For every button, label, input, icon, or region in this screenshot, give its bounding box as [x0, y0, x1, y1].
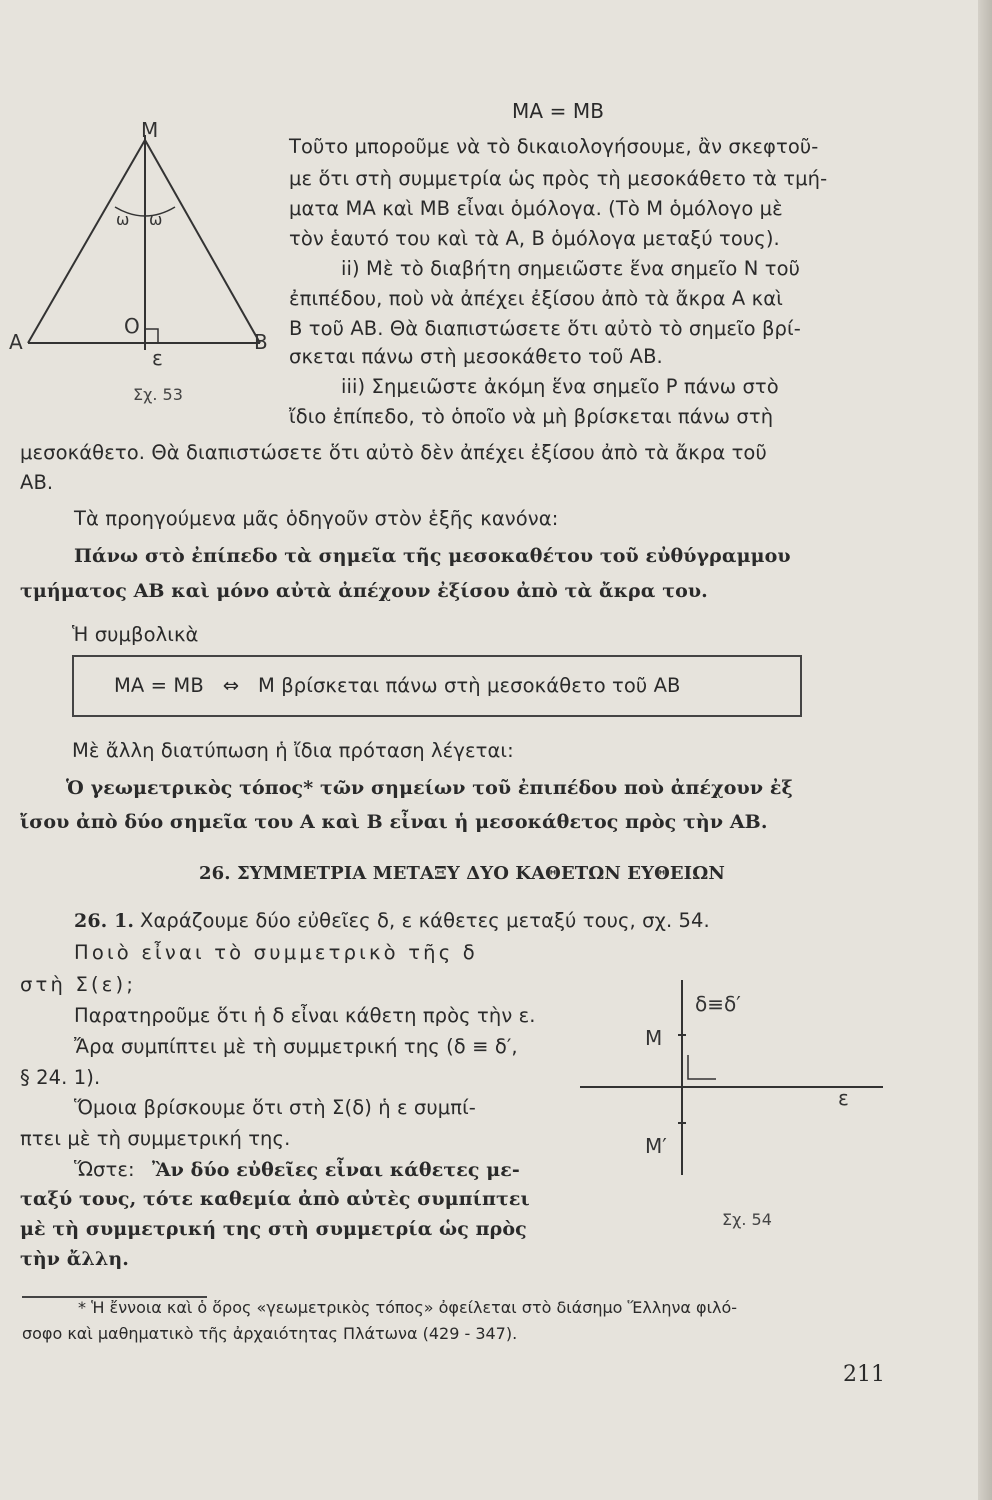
- section-number: 26. 1.: [74, 910, 135, 932]
- para2-line: σκεται πάνω στὴ μεσοκάθετο τοῦ ΑΒ.: [289, 345, 663, 368]
- para1-line: Τοῦτο μποροῦμε νὰ τὸ δικαιολογήσουμε, ἂν σκεφτοῦ-: [289, 135, 819, 158]
- fig54-label-eps: ε: [838, 1086, 849, 1110]
- locus-bold-line: ἴσου ἀπὸ δύο σημεῖα του Α καὶ Β εἶναι ἡ μεσοκάθετος πρὸς τὴν ΑΒ.: [20, 811, 768, 833]
- rule-bold-line: τμήματος ΑΒ καὶ μόνο αὐτὰ ἀπέχουν ἐξίσου ἀπὸ τὰ ἄκρα του.: [20, 580, 708, 602]
- section-line: Ποιὸ εἶναι τὸ συμμετρικὸ τῆς δ: [74, 941, 478, 964]
- fig53-caption: Σχ. 53: [133, 385, 183, 404]
- page-number: 211: [843, 1362, 885, 1387]
- fig54-label-dd: δ≡δ′: [695, 992, 741, 1016]
- section-line: Ὅμοια βρίσκουμε ὅτι στὴ Σ(δ) ἡ ε συμπί-: [74, 1096, 476, 1119]
- fig53-label-o: Ο: [124, 314, 140, 338]
- para3-line: ἴδιο ἐπίπεδο, τὸ ὁποῖο νὰ μὴ βρίσκεται πάνω στὴ: [289, 405, 774, 428]
- fig53-label-w2: ω: [149, 210, 163, 229]
- section-line: στὴ Σ(ε);: [20, 973, 137, 996]
- section-title: 26. ΣΥΜΜΕΤΡΙΑ ΜΕΤΑΞΥ ΔΥΟ ΚΑΘΕΤΩΝ ΕΥΘΕΙΩΝ: [199, 863, 725, 884]
- fig53-right-angle: [145, 329, 158, 343]
- section-line: πτει μὲ τὴ συμμετρική της.: [20, 1127, 291, 1150]
- fig53-label-a: Α: [9, 330, 23, 354]
- conclusion-bold-line: τὴν ἄλλη.: [20, 1248, 129, 1270]
- fig54-right-angle: [688, 1055, 716, 1079]
- boxed-text: ΜΑ = ΜΒ ⇔ Μ βρίσκεται πάνω στὴ μεσοκάθετο τοῦ ΑΒ: [114, 674, 681, 697]
- para3-line: μεσοκάθετο. Θὰ διαπιστώσετε ὅτι αὐτὸ δὲν ἀπέχει ἐξίσου ἀπὸ τὰ ἄκρα τοῦ: [20, 441, 767, 464]
- conclusion-lead: Ὥστε:: [74, 1158, 135, 1181]
- fig54-caption: Σχ. 54: [722, 1210, 772, 1229]
- locus-bold-line: Ὁ γεωμετρικὸς τόπος* τῶν σημείων τοῦ ἐπιπέδου ποὺ ἀπέχουν ἐξ: [66, 777, 793, 799]
- fig54-label-m: Μ: [645, 1026, 663, 1050]
- fig53-side-mb: [145, 140, 260, 343]
- rule-bold-line: Πάνω στὸ ἐπίπεδο τὰ σημεῖα τῆς μεσοκαθέτου τοῦ εὐθύγραμμου: [74, 545, 791, 567]
- para3-line: iii) Σημειῶστε ἀκόμη ἕνα σημεῖο Ρ πάνω στὸ: [341, 375, 779, 398]
- para2-line: ii) Μὲ τὸ διαβήτη σημειῶστε ἕνα σημεῖο Ν τοῦ: [341, 257, 801, 280]
- equation-top: ΜΑ = ΜΒ: [512, 99, 605, 123]
- fig53-label-b: Β: [254, 330, 268, 354]
- section-line: § 24. 1).: [20, 1066, 101, 1089]
- symbolic-label: Ἡ συμβολικὰ: [72, 623, 199, 646]
- conclusion-bold-line: μὲ τὴ συμμετρική της στὴ συμμετρία ὡς πρὸς: [20, 1218, 527, 1240]
- conclusion-bold-line: Ἂν δύο εὐθεῖες εἶναι κάθετες με-: [152, 1159, 520, 1181]
- para1-line: ματα ΜΑ καὶ ΜΒ εἶναι ὁμόλογα. (Τὸ Μ ὁμόλογο μὲ: [289, 197, 783, 220]
- section-line: Ἄρα συμπίπτει μὲ τὴ συμμετρική της (δ ≡ δ′,: [74, 1035, 518, 1058]
- restate-line: Μὲ ἄλλη διατύπωση ἡ ἴδια πρόταση λέγεται:: [72, 739, 514, 762]
- page-edge: [978, 0, 992, 1500]
- section-line: Χαράζουμε δύο εὐθεῖες δ, ε κάθετες μεταξύ τους, σχ. 54.: [140, 909, 710, 932]
- para1-line: με ὅτι στὴ συμμετρία ὡς πρὸς τὴ μεσοκάθετο τὰ τμή-: [289, 167, 828, 190]
- footnote-line: * Ἡ ἔννοια καὶ ὁ ὅρος «γεωμετρικὸς τόπος» ὀφείλεται στὸ διάσημο Ἕλληνα φιλό-: [78, 1298, 738, 1317]
- figure-53: [10, 125, 285, 410]
- footnote-line: σοφο καὶ μαθηματικὸ τῆς ἀρχαιότητας Πλάτωνα (429 - 347).: [22, 1324, 518, 1343]
- para3-line: ΑΒ.: [20, 471, 54, 494]
- boxed-statement: [72, 655, 802, 717]
- para2-line: Β τοῦ ΑΒ. Θὰ διαπιστώσετε ὅτι αὐτὸ τὸ σημεῖο βρί-: [289, 317, 801, 340]
- conclusion-bold-line: ταξύ τους, τότε καθεμία ἀπὸ αὐτὲς συμπίπτει: [20, 1188, 530, 1210]
- section-line: Παρατηροῦμε ὅτι ἡ δ εἶναι κάθετη πρὸς τὴν ε.: [74, 1004, 536, 1027]
- fig53-side-ma: [28, 140, 145, 343]
- para1-line: τὸν ἑαυτό του καὶ τὰ Α, Β ὁμόλογα μεταξύ τους).: [289, 227, 780, 250]
- rule-intro: Τὰ προηγούμενα μᾶς ὁδηγοῦν στὸν ἑξῆς κανόνα:: [74, 507, 559, 530]
- fig54-label-mprime: Μ′: [645, 1134, 667, 1158]
- para2-line: ἐπιπέδου, ποὺ νὰ ἀπέχει ἐξίσου ἀπὸ τὰ ἄκρα Α καὶ: [289, 287, 783, 310]
- fig53-label-eps: ε: [152, 346, 163, 370]
- fig53-label-m: Μ: [141, 118, 159, 142]
- fig53-label-w1: ω: [116, 210, 130, 229]
